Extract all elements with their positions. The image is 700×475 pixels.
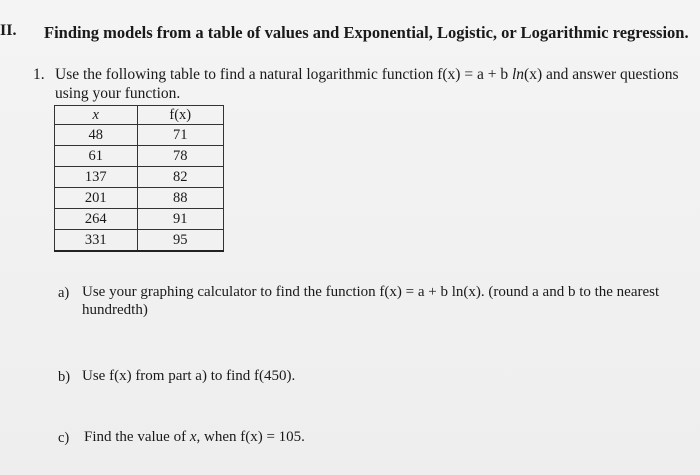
question-text-line2: using your function.	[55, 85, 181, 102]
question-text-part: Use the following table to find a natural logarithmic function f(x) = a + b	[55, 66, 512, 83]
cell-x: 48	[55, 125, 138, 146]
section-number: II.	[0, 22, 17, 39]
part-a-text-line2: hundredth)	[82, 302, 148, 318]
cell-fx: 78	[137, 146, 223, 167]
header-fx: f(x)	[137, 106, 223, 125]
table-row	[55, 209, 224, 230]
cell-fx: 95	[137, 230, 223, 252]
cell-x: 331	[55, 230, 138, 252]
table-row	[55, 230, 224, 252]
variable-x: x	[189, 429, 197, 445]
cell-fx: 91	[137, 209, 223, 230]
part-c-text-part: , when f(x) = 105.	[196, 429, 305, 445]
part-c-text-part: Find the value of	[84, 429, 190, 445]
part-a-label: a)	[58, 285, 70, 301]
section-title: Finding models from a table of values and Exponential, Logistic, or Logarithmic regression.	[44, 23, 689, 42]
cell-x: 264	[55, 209, 138, 230]
cell-fx: 71	[137, 125, 223, 146]
part-c-text	[84, 429, 305, 446]
ln-italic: ln	[511, 66, 525, 83]
cell-x: 137	[55, 167, 138, 188]
cell-fx: 88	[137, 188, 223, 209]
question-text-line1	[55, 66, 679, 84]
question-text-part: (x) and answer questions	[524, 66, 679, 83]
part-b-text: Use f(x) from part a) to find f(450).	[82, 368, 296, 384]
table-header-row	[55, 106, 224, 125]
values-table	[54, 105, 224, 252]
header-x: x	[55, 106, 138, 125]
cell-x: 61	[55, 146, 138, 167]
part-a-text-line1: Use your graphing calculator to find the function f(x) = a + b ln(x). (round a and b to the nearest	[82, 284, 660, 300]
cell-fx: 82	[137, 167, 223, 188]
table-row	[55, 188, 224, 209]
part-c-label: c)	[58, 430, 70, 446]
cell-x: 201	[55, 188, 138, 209]
table-row	[55, 167, 224, 188]
question-number: 1.	[33, 66, 45, 83]
table-row	[55, 125, 224, 146]
table-row	[55, 146, 224, 167]
part-b-label: b)	[58, 369, 71, 385]
